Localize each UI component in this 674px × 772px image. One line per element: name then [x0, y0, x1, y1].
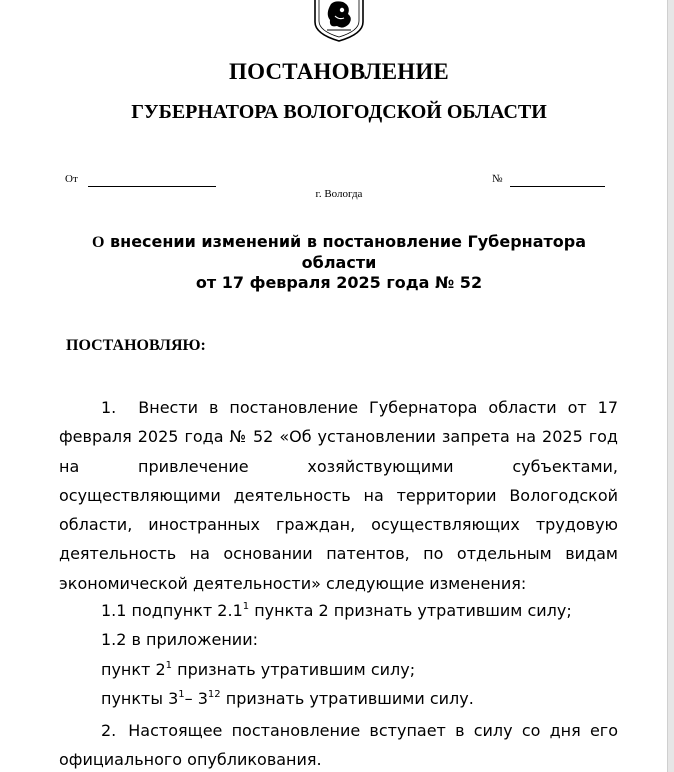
item-point-2-sup: 1: [165, 660, 173, 671]
item-points-3-text: пункты 3: [101, 689, 179, 708]
number-label: №: [492, 173, 503, 185]
item-point-2-text-rest: признать утратившим силу;: [172, 660, 416, 679]
document-title-line1: внесении изменений в постановление Губернатора области: [104, 232, 587, 272]
item-1-1-text: 1.1 подпункт 2.1: [101, 601, 243, 620]
document-title: [70, 232, 608, 293]
item-points-3-sup2: 12: [207, 689, 221, 700]
item-points-3-text-rest: признать утратившими силу.: [220, 689, 474, 708]
document-title-o: О: [91, 234, 105, 251]
resolve-heading: ПОСТАНОВЛЯЮ:: [66, 337, 206, 354]
page-subtitle: ГУБЕРНАТОРА ВОЛОГОДСКОЙ ОБЛАСТИ: [131, 101, 547, 123]
item-1-2: 1.2 в приложении:: [101, 630, 258, 649]
city-label: г. Вологда: [315, 188, 363, 200]
paragraph-1-number: 1.: [101, 398, 117, 417]
paragraph-2-text: Настоящее постановление вступает в силу со дня его официального опубликования.: [59, 721, 618, 770]
paragraph-2-number: 2.: [101, 721, 117, 740]
page-title: ПОСТАНОВЛЕНИЕ: [229, 59, 449, 84]
item-point-2-text: пункт 2: [101, 660, 166, 679]
item-point-2: [101, 660, 415, 680]
page-edge: [667, 0, 674, 772]
coat-of-arms-icon: [313, 0, 365, 42]
document-title-line2: от 17 февраля 2025 года № 52: [195, 273, 483, 292]
item-1-1-sup: 1: [242, 601, 250, 612]
paragraph-1-text: Внести в постановление Губернатора области от 17 февраля 2025 года № 52 «Об установлении запрета на 2025 год на привлечение хозяйствующими субъектами, осуществляющими деятельность на территории Вологодской области, иностранных граждан, осуществляющих трудовую деятельность на основании патентов, по отдельным видам экономической деятельности» следующие изменения:: [59, 398, 618, 593]
item-points-3: [101, 689, 474, 709]
number-blank-line: [510, 186, 605, 187]
item-1-1: [101, 601, 572, 621]
item-points-3-mid: – 3: [184, 689, 208, 708]
item-1-1-text-rest: пункта 2 признать утратившим силу;: [249, 601, 572, 620]
paragraph-2: [59, 716, 618, 772]
date-label: От: [65, 173, 78, 185]
item-points-3-sup1: 1: [178, 689, 185, 700]
paragraph-1: [59, 393, 618, 598]
date-blank-line: [88, 186, 216, 187]
